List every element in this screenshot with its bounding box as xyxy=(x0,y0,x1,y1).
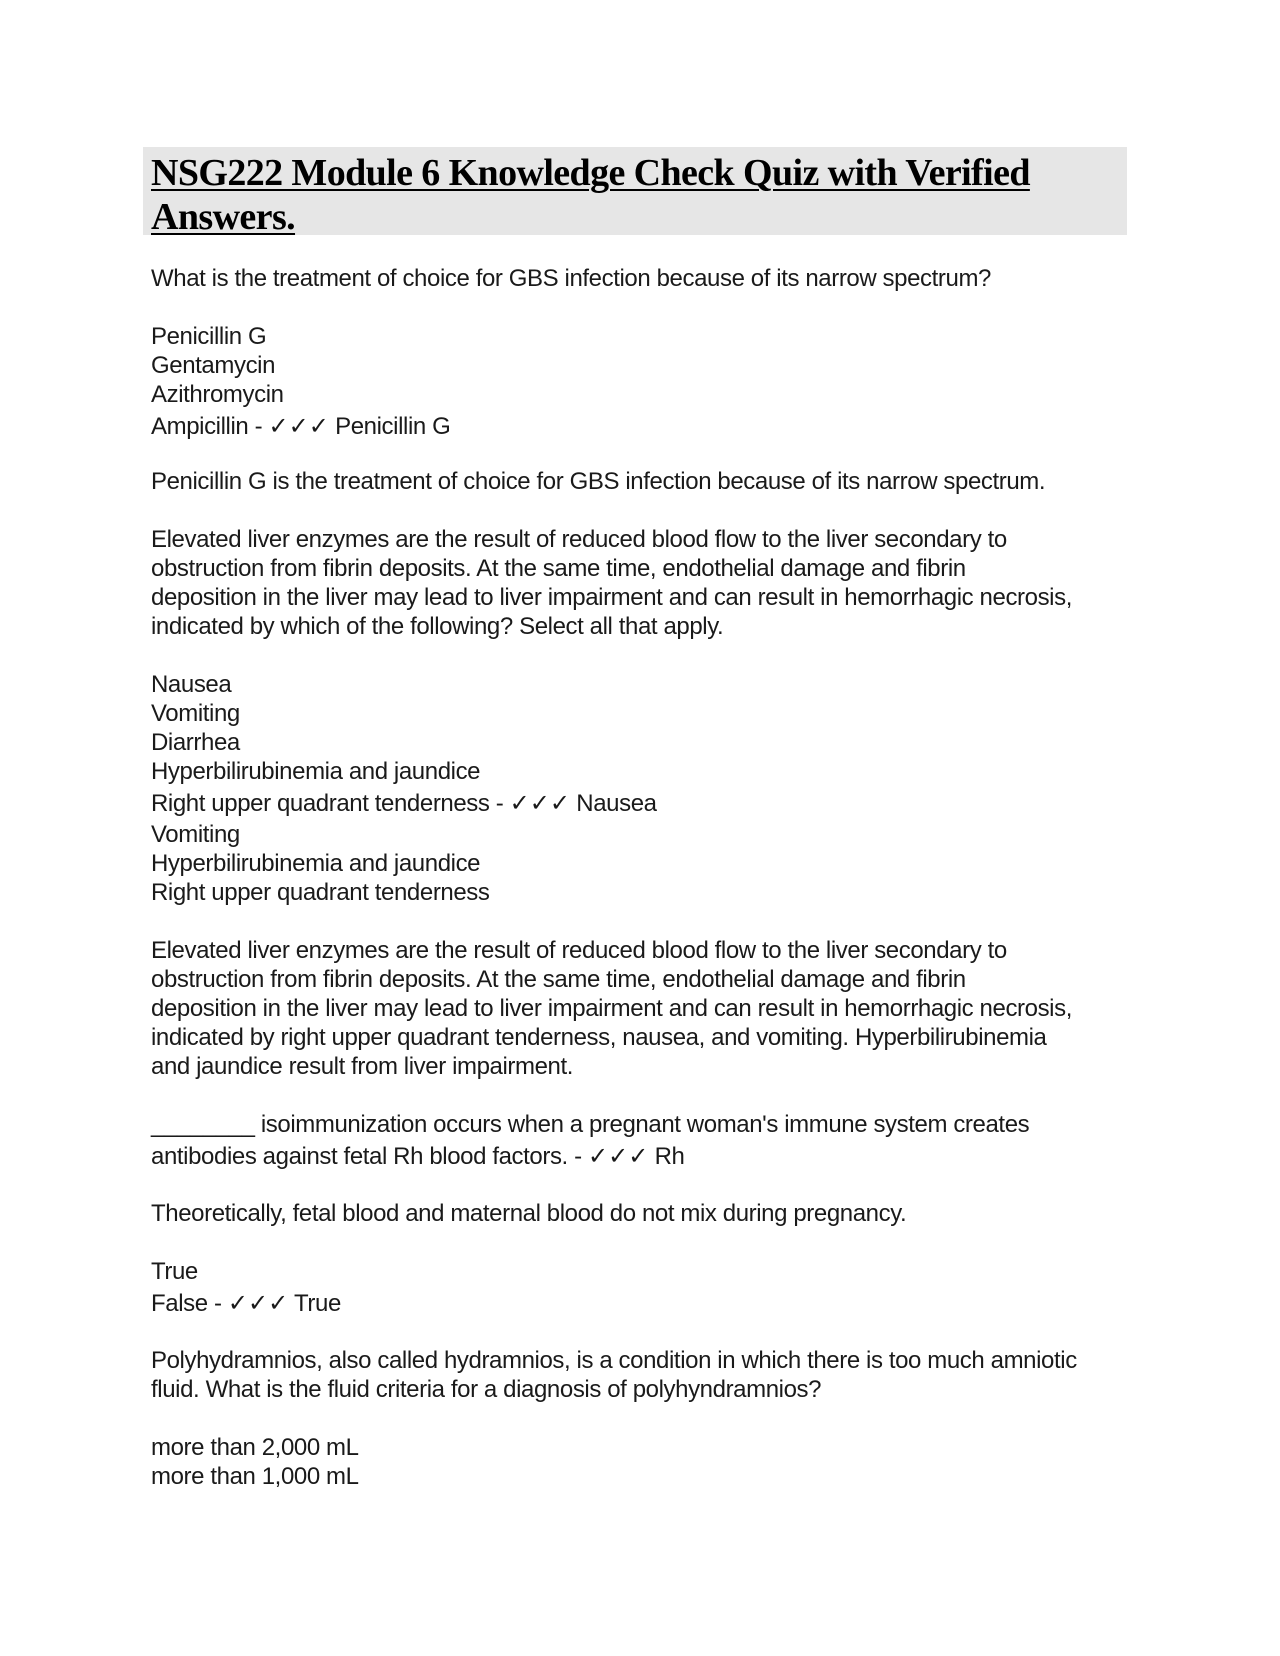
q2-rationale-line-3: deposition in the liver may lead to liver impairment and can result in hemorrhagic necrosis, xyxy=(151,995,1072,1022)
q5-question-line-2: fluid. What is the fluid criteria for a diagnosis of polyhyndramnios? xyxy=(151,1376,822,1403)
q2-rationale-line-4: indicated by right upper quadrant tenderness, nausea, and vomiting. Hyperbilirubinemia xyxy=(151,1024,1047,1051)
q2-question-line-1: Elevated liver enzymes are the result of reduced blood flow to the liver secondary to xyxy=(151,526,1007,553)
spacer xyxy=(151,907,1136,936)
spacer xyxy=(151,293,1136,322)
spacer xyxy=(151,1320,1136,1346)
q4-option-2: False xyxy=(151,1290,208,1317)
q2-option-3: Diarrhea xyxy=(151,729,240,756)
spacer xyxy=(151,641,1136,670)
q2-option-5: Right upper quadrant tenderness xyxy=(151,790,490,817)
q3-question-line-1: ________ isoimmunization occurs when a pregnant woman's immune system creates xyxy=(151,1111,1030,1138)
document-title: NSG222 Module 6 Knowledge Check Quiz with Verified Answers. xyxy=(151,152,1030,238)
question-1-text: What is the treatment of choice for GBS infection because of its narrow spectrum? xyxy=(151,265,992,292)
q1-answer: Penicillin G xyxy=(335,413,451,440)
q5-option-2: more than 1,000 mL xyxy=(151,1463,359,1490)
q1-checkmark-icon: ✓✓✓ xyxy=(268,412,329,440)
q2-question-line-2: obstruction from fibrin deposits. At the same time, endothelial damage and fibrin xyxy=(151,555,966,582)
q5-question-line-1: Polyhydramnios, also called hydramnios, is a condition in which there is too much amniotic xyxy=(151,1347,1077,1374)
q5-option-1: more than 2,000 mL xyxy=(151,1434,359,1461)
q2-rationale-line-2: obstruction from fibrin deposits. At the same time, endothelial damage and fibrin xyxy=(151,966,966,993)
spacer xyxy=(151,496,1136,525)
q3-question-line-2-with-answer xyxy=(151,1139,1136,1173)
q3-question-line-2: antibodies against fetal Rh blood factors. xyxy=(151,1143,568,1170)
q1-rationale: Penicillin G is the treatment of choice for GBS infection because of its narrow spectrum. xyxy=(151,468,1046,495)
spacer xyxy=(151,443,1136,467)
q3-separator: - xyxy=(574,1143,582,1170)
q2-answer-1: Nausea xyxy=(576,790,657,817)
q2-answer-4: Right upper quadrant tenderness xyxy=(151,879,490,906)
q2-answer-2: Vomiting xyxy=(151,821,240,848)
q2-option-4: Hyperbilirubinemia and jaundice xyxy=(151,758,481,785)
q1-option-4: Ampicillin xyxy=(151,413,249,440)
q4-checkmark-icon: ✓✓✓ xyxy=(227,1289,289,1317)
q4-answer: True xyxy=(294,1290,341,1317)
q2-separator: - xyxy=(495,790,504,817)
spacer xyxy=(151,1081,1136,1110)
q2-option-1: Nausea xyxy=(151,671,232,698)
q1-separator: - xyxy=(254,413,263,440)
q3-checkmark-icon: ✓✓✓ xyxy=(587,1142,649,1170)
q4-option-2-with-answer xyxy=(151,1286,1136,1320)
q4-separator: - xyxy=(213,1290,222,1317)
q1-option-3: Azithromycin xyxy=(151,381,284,408)
q2-checkmark-icon: ✓✓✓ xyxy=(509,789,570,817)
spacer xyxy=(151,1173,1136,1199)
q3-answer: Rh xyxy=(654,1143,685,1170)
spacer xyxy=(151,1404,1136,1433)
spacer xyxy=(151,1228,1136,1257)
document-content xyxy=(151,264,1136,1491)
q4-question: Theoretically, fetal blood and maternal blood do not mix during pregnancy. xyxy=(151,1200,907,1227)
q2-option-2: Vomiting xyxy=(151,700,240,727)
q2-rationale-line-5: and jaundice result from liver impairment. xyxy=(151,1053,574,1080)
q4-option-1: True xyxy=(151,1258,198,1285)
q2-answer-3: Hyperbilirubinemia and jaundice xyxy=(151,850,481,877)
q1-option-1: Penicillin G xyxy=(151,323,267,350)
q2-question-line-3: deposition in the liver may lead to liver impairment and can result in hemorrhagic necrosis, xyxy=(151,584,1072,611)
q1-option-4-with-answer xyxy=(151,409,1136,443)
q2-option-5-with-answer xyxy=(151,786,1136,820)
q1-option-2: Gentamycin xyxy=(151,352,276,379)
q2-rationale-line-1: Elevated liver enzymes are the result of reduced blood flow to the liver secondary to xyxy=(151,937,1007,964)
q2-question-line-4: indicated by which of the following? Select all that apply. xyxy=(151,613,724,640)
